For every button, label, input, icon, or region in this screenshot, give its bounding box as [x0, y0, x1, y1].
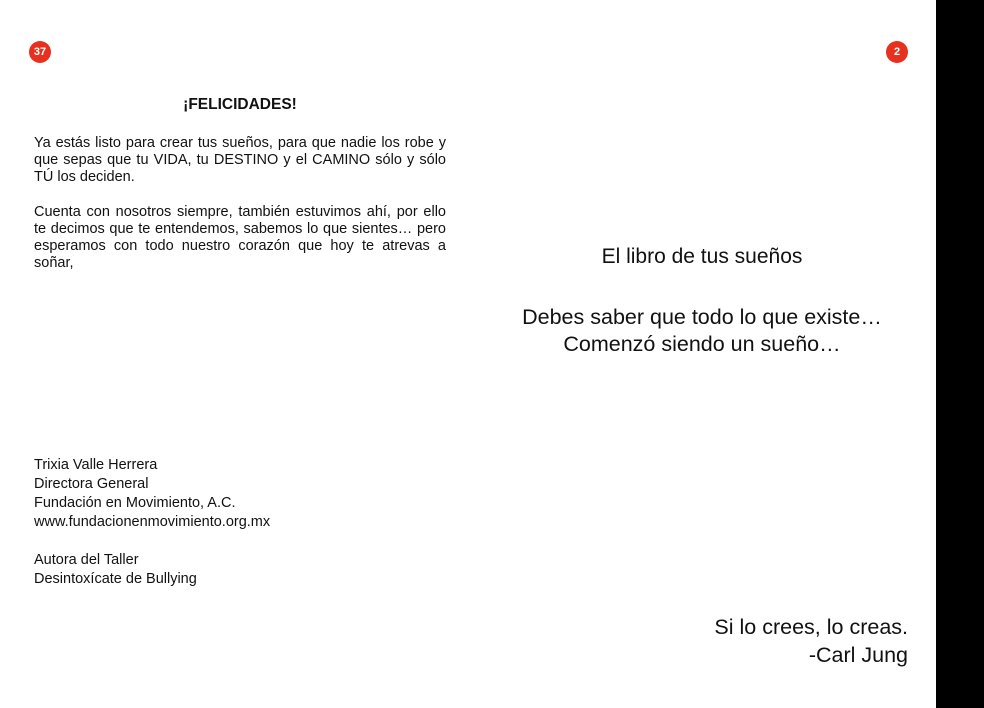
paragraph-support: Cuenta con nosotros siempre, también estuvimos ahí, por ello te decimos que te entendemos, sabemos lo que sientes… pero esperamos con todo nuestro corazón que hoy te atrevas a soñar, — [34, 204, 446, 271]
closing-quote — [714, 613, 908, 669]
book-title: El libro de tus sueños — [601, 245, 803, 268]
author-line-1: Autora del Taller — [34, 552, 139, 568]
page-number-badge-left: 37 — [29, 41, 51, 63]
closing-line-2: -Carl Jung — [808, 643, 908, 667]
signature-website: www.fundacionenmovimiento.org.mx — [34, 514, 271, 530]
dream-quote — [468, 304, 936, 358]
signature-name: Trixia Valle Herrera — [34, 457, 158, 473]
signature-block — [34, 456, 270, 589]
author-line-2: Desintoxícate de Bullying — [34, 571, 197, 587]
signature-role: Directora General — [34, 476, 149, 492]
page-number-badge-right: 2 — [886, 41, 908, 63]
paragraph-dreams: Ya estás listo para crear tus sueños, para que nadie los robe y que sepas que tu VIDA, tu DESTINO y el CAMINO sólo y sólo TÚ los deciden. — [34, 135, 446, 185]
closing-line-1: Si lo crees, lo creas. — [714, 615, 908, 639]
signature-organization: Fundación en Movimiento, A.C. — [34, 495, 236, 511]
quote-line-1: Debes saber que todo lo que existe… — [522, 305, 882, 329]
signature-spacer — [34, 532, 270, 551]
quote-line-2: Comenzó siendo un sueño… — [563, 332, 841, 356]
congratulations-heading: ¡FELICIDADES! — [183, 96, 297, 113]
left-page-body — [34, 96, 446, 272]
